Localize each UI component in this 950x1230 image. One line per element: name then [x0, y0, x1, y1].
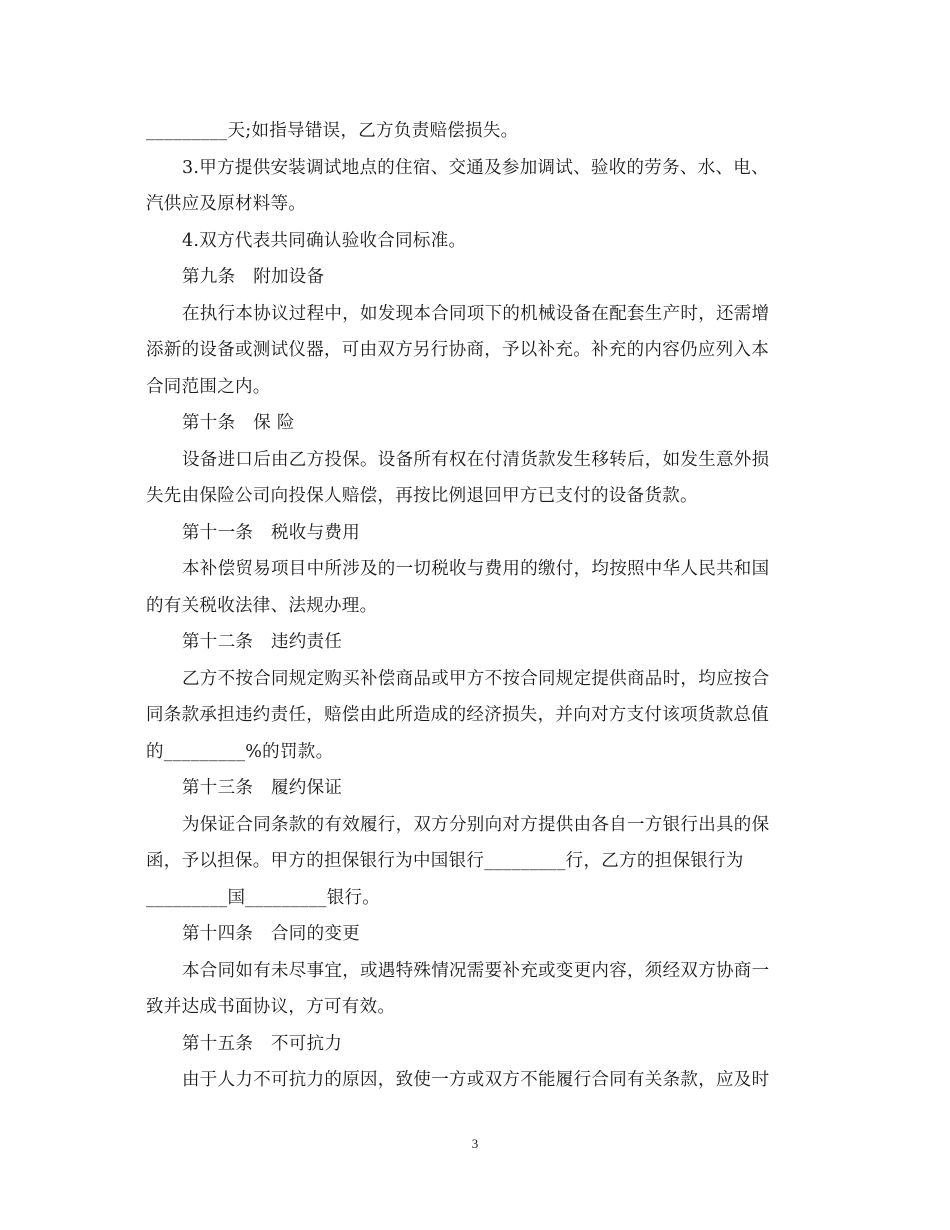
section-heading: 第九条 附加设备: [182, 267, 325, 287]
text-line: 为保证合同条款的有效履行，双方分别向对方提供由各自一方银行出具的保: [182, 815, 770, 835]
section-heading: 第十四条 合同的变更: [182, 924, 360, 944]
text-line: 合同范围之内。: [146, 377, 271, 397]
text-line: 3.甲方提供安装调试地点的住宿、交通及参加调试、验收的劳务、水、电、: [182, 158, 769, 178]
text-line: 添新的设备或测试仪器，可由双方另行协商，予以补充。补充的内容仍应列入本: [146, 340, 769, 360]
text-line: 函，予以担保。甲方的担保银行为中国银行_________行，乙方的担保银行为: [146, 851, 744, 871]
section-heading: 第十二条 违约责任: [182, 632, 343, 652]
text-line: 同条款承担违约责任，赔偿由此所造成的经济损失，并向对方支付该项货款总值: [146, 705, 769, 725]
text-line: 乙方不按合同规定购买补偿商品或甲方不按合同规定提供商品时，均应按合: [182, 669, 770, 689]
text-line: 的_________%的罚款。: [146, 742, 334, 762]
section-heading: 第十五条 不可抗力: [182, 1034, 343, 1054]
text-line: 失先由保险公司向投保人赔偿，再按比例退回甲方已支付的设备货款。: [146, 486, 698, 506]
text-line: 本合同如有未尽事宜，或遇特殊情况需要补充或变更内容，须经双方协商一: [182, 961, 770, 981]
text-line: 的有关税收法律、法规办理。: [146, 596, 378, 616]
text-line: 致并达成书面协议，方可有效。: [146, 997, 396, 1017]
text-line: 设备进口后由乙方投保。设备所有权在付清货款发生移转后，如发生意外损: [182, 450, 770, 470]
text-line: _________国_________银行。: [146, 888, 381, 908]
text-line: _________天;如指导错误，乙方负责赔偿损失。: [146, 121, 519, 141]
text-line: 汽供应及原材料等。: [146, 194, 307, 214]
section-heading: 第十三条 履约保证: [182, 778, 343, 798]
section-heading: 第十一条 税收与费用: [182, 523, 360, 543]
section-heading: 第十条 保 险: [182, 413, 295, 433]
text-line: 由于人力不可抗力的原因，致使一方或双方不能履行合同有关条款，应及时: [182, 1070, 770, 1090]
text-line: 本补偿贸易项目中所涉及的一切税收与费用的缴付，均按照中华人民共和国: [182, 559, 770, 579]
text-line: 在执行本协议过程中，如发现本合同项下的机械设备在配套生产时，还需增: [182, 304, 770, 324]
text-line: 4.双方代表共同确认验收合同标准。: [182, 231, 467, 251]
page-number: 3: [471, 1136, 479, 1151]
